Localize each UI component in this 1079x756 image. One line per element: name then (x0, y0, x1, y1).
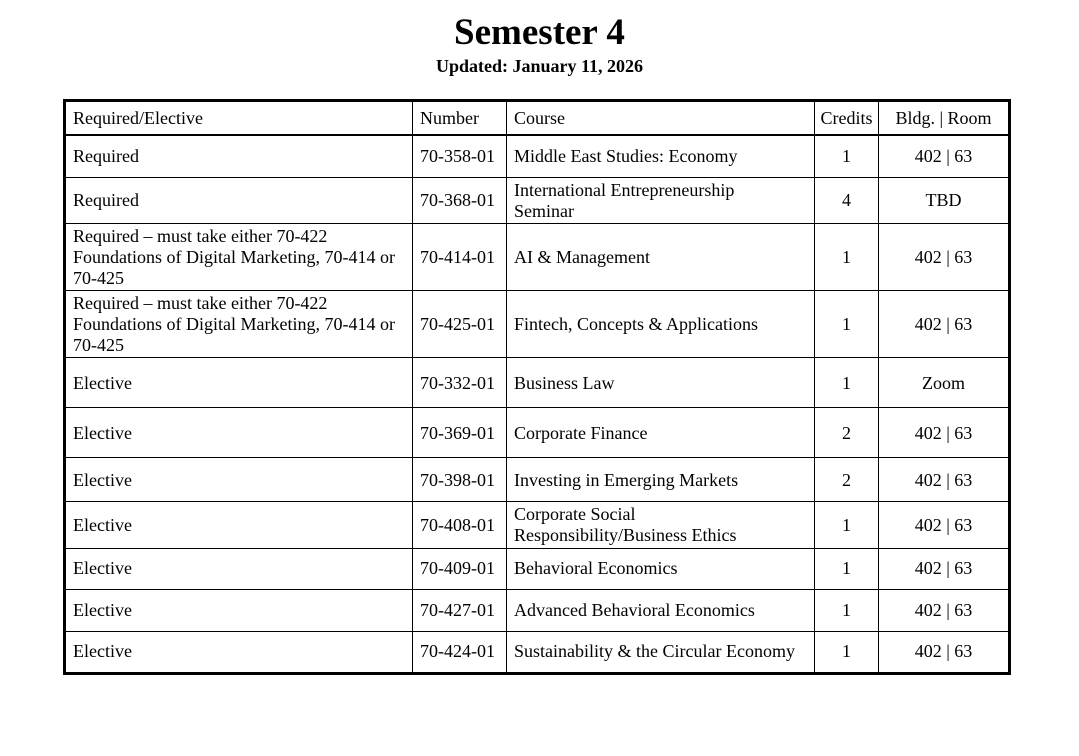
number-cell: 70-369-01 (413, 408, 507, 458)
credits-cell: 2 (815, 458, 879, 502)
course-cell: Fintech, Concepts & Applications (507, 291, 815, 358)
bldg-room-cell: 402 | 63 (879, 589, 1010, 631)
table-header (65, 101, 1010, 136)
column-header-required-elective: Required/Elective (65, 101, 413, 136)
table-row (65, 408, 1010, 458)
table-row (65, 135, 1010, 177)
course-cell: Middle East Studies: Economy (507, 135, 815, 177)
bldg-room-cell: 402 | 63 (879, 408, 1010, 458)
credits-cell: 1 (815, 589, 879, 631)
course-cell: Sustainability & the Circular Economy (507, 631, 815, 673)
bldg-room-cell: 402 | 63 (879, 631, 1010, 673)
number-cell: 70-368-01 (413, 177, 507, 223)
bldg-room-cell: Zoom (879, 358, 1010, 408)
required-elective-cell: Elective (65, 502, 413, 548)
table-row (65, 502, 1010, 548)
number-cell: 70-358-01 (413, 135, 507, 177)
course-cell: Advanced Behavioral Economics (507, 589, 815, 631)
required-elective-cell: Required – must take either 70-422 Foundations of Digital Marketing, 70-414 or 70-425 (65, 291, 413, 358)
number-cell: 70-414-01 (413, 224, 507, 291)
column-header-bldg-room: Bldg. | Room (879, 101, 1010, 136)
table-row (65, 548, 1010, 589)
bldg-room-cell: 402 | 63 (879, 291, 1010, 358)
table-row (65, 631, 1010, 673)
table-row (65, 224, 1010, 291)
required-elective-cell: Elective (65, 589, 413, 631)
credits-cell: 1 (815, 224, 879, 291)
course-cell: Corporate Finance (507, 408, 815, 458)
credits-cell: 1 (815, 358, 879, 408)
page-title: Semester 4 (454, 12, 625, 53)
required-elective-cell: Elective (65, 631, 413, 673)
course-cell: AI & Management (507, 224, 815, 291)
table-row (65, 589, 1010, 631)
course-cell: Investing in Emerging Markets (507, 458, 815, 502)
course-cell: Business Law (507, 358, 815, 408)
bldg-room-cell: 402 | 63 (879, 135, 1010, 177)
required-elective-cell: Elective (65, 458, 413, 502)
credits-cell: 2 (815, 408, 879, 458)
bldg-room-cell: TBD (879, 177, 1010, 223)
column-header-course: Course (507, 101, 815, 136)
column-header-number: Number (413, 101, 507, 136)
required-elective-cell: Elective (65, 408, 413, 458)
bldg-room-cell: 402 | 63 (879, 548, 1010, 589)
number-cell: 70-424-01 (413, 631, 507, 673)
number-cell: 70-409-01 (413, 548, 507, 589)
required-elective-cell: Required – must take either 70-422 Foundations of Digital Marketing, 70-414 or 70-425 (65, 224, 413, 291)
number-cell: 70-332-01 (413, 358, 507, 408)
credits-cell: 4 (815, 177, 879, 223)
column-header-credits: Credits (815, 101, 879, 136)
required-elective-cell: Required (65, 177, 413, 223)
table-row (65, 177, 1010, 223)
credits-cell: 1 (815, 135, 879, 177)
credits-cell: 1 (815, 502, 879, 548)
required-elective-cell: Elective (65, 548, 413, 589)
bldg-room-cell: 402 | 63 (879, 458, 1010, 502)
table-row (65, 291, 1010, 358)
bldg-room-cell: 402 | 63 (879, 224, 1010, 291)
course-cell: International Entrepreneurship Seminar (507, 177, 815, 223)
course-schedule-table (63, 99, 1011, 674)
required-elective-cell: Elective (65, 358, 413, 408)
header-row (65, 101, 1010, 136)
course-cell: Corporate Social Responsibility/Business Ethics (507, 502, 815, 548)
number-cell: 70-427-01 (413, 589, 507, 631)
credits-cell: 1 (815, 631, 879, 673)
number-cell: 70-398-01 (413, 458, 507, 502)
table-row (65, 458, 1010, 502)
updated-subtitle: Updated: January 11, 2026 (435, 55, 644, 76)
table-body (65, 135, 1010, 673)
number-cell: 70-408-01 (413, 502, 507, 548)
table-row (65, 358, 1010, 408)
course-cell: Behavioral Economics (507, 548, 815, 589)
credits-cell: 1 (815, 548, 879, 589)
credits-cell: 1 (815, 291, 879, 358)
number-cell: 70-425-01 (413, 291, 507, 358)
required-elective-cell: Required (65, 135, 413, 177)
bldg-room-cell: 402 | 63 (879, 502, 1010, 548)
